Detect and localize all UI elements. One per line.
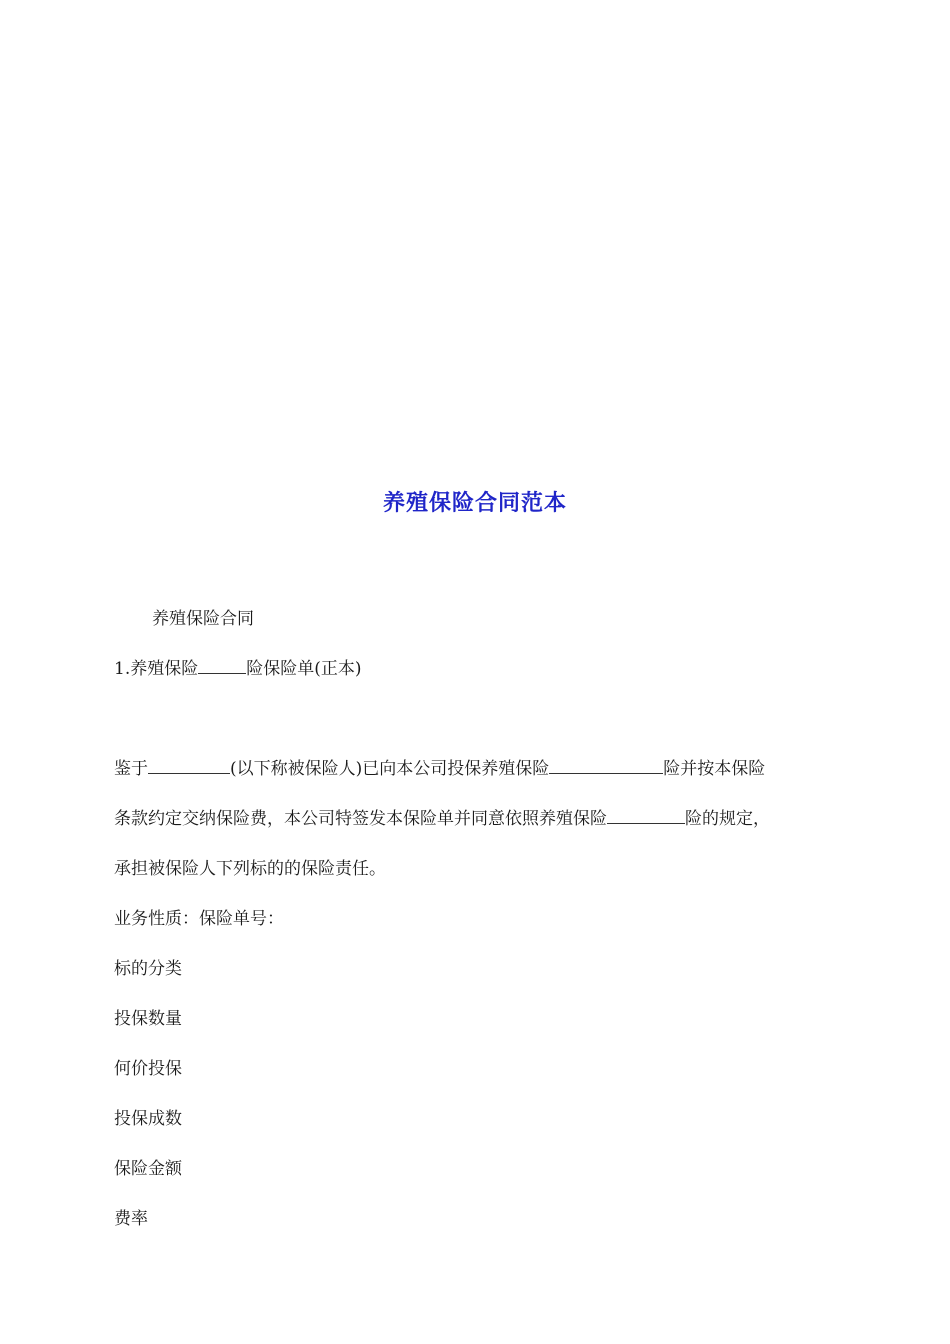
paragraph-text: 险并按本保险 [663, 759, 766, 779]
paragraph-line-1 [114, 757, 765, 781]
paragraph-text: 险的规定， [685, 809, 770, 829]
paragraph-text: 条款约定交纳保险费，本公司特签发本保险单并同意依照养殖保险 [114, 809, 607, 829]
blank-line [148, 757, 230, 774]
paragraph-line-2 [114, 807, 770, 831]
blank-line [549, 757, 663, 774]
blank-line [198, 657, 246, 674]
blank-line [607, 807, 685, 824]
field-insured-ratio: 投保成数 [114, 1109, 182, 1129]
paragraph-text: (以下称被保险人)已向本公司投保养殖保险 [230, 759, 550, 779]
paragraph-line-3: 承担被保险人下列标的的保险责任。 [114, 859, 386, 879]
heading-text-after: 险保险单(正本) [246, 659, 362, 679]
field-insured-quantity: 投保数量 [114, 1009, 182, 1029]
field-premium-rate: 费率 [114, 1209, 148, 1229]
policy-heading [114, 657, 362, 681]
document-title: 养殖保险合同范本 [382, 491, 567, 516]
heading-number: 1. [114, 659, 131, 679]
field-subject-category: 标的分类 [114, 959, 182, 979]
field-insured-price: 何价投保 [114, 1059, 182, 1079]
field-insured-amount: 保险金额 [114, 1159, 182, 1179]
heading-text-before: 养殖保险 [130, 659, 199, 679]
paragraph-text: 鉴于 [114, 759, 148, 779]
field-business-nature: 业务性质：保险单号： [114, 909, 284, 929]
contract-subtitle: 养殖保险合同 [152, 609, 254, 629]
